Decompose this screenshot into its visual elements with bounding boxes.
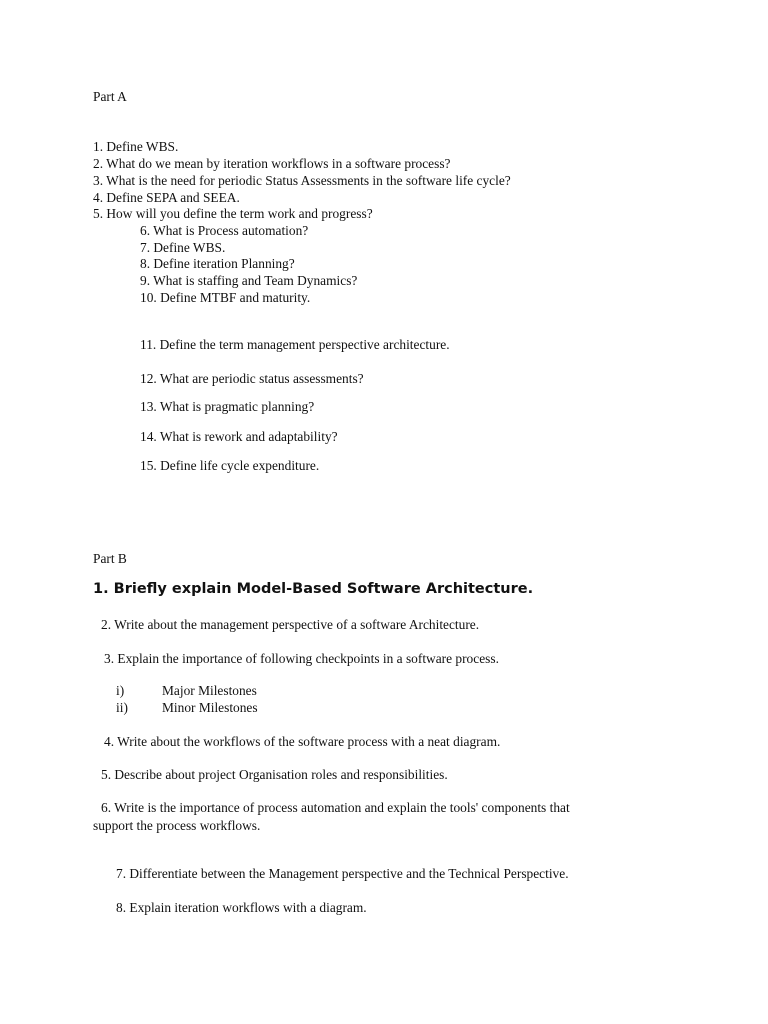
part-a-question-7: 7. Define WBS. <box>140 240 226 255</box>
part-a-question-8: 8. Define iteration Planning? <box>140 256 295 271</box>
list-item-text: Minor Milestones <box>162 700 258 715</box>
part-a-question-1: 1. Define WBS. <box>93 139 179 154</box>
part-a-question-5: 5. How will you define the term work and progress? <box>93 206 373 221</box>
part-b-question-8: 8. Explain iteration workflows with a diagram. <box>116 900 367 915</box>
part-a-heading: Part A <box>93 89 127 104</box>
part-b-question-1: 1. Briefly explain Model-Based Software Architecture. <box>93 581 534 597</box>
part-a-question-4: 4. Define SEPA and SEEA. <box>93 190 240 205</box>
part-a-question-13: 13. What is pragmatic planning? <box>140 399 315 414</box>
part-b-question-2: 2. Write about the management perspective of a software Architecture. <box>101 617 480 632</box>
part-a-question-15: 15. Define life cycle expenditure. <box>140 458 320 473</box>
part-b-question-3-item-1 <box>116 682 257 699</box>
part-a-question-14: 14. What is rework and adaptability? <box>140 429 338 444</box>
part-a-question-3: 3. What is the need for periodic Status Assessments in the software life cycle? <box>93 173 511 188</box>
part-a-question-10: 10. Define MTBF and maturity. <box>140 290 311 305</box>
part-b-question-3-item-2 <box>116 699 258 716</box>
part-b-question-6-line-2: support the process workflows. <box>93 818 261 833</box>
list-marker: ii) <box>116 700 128 715</box>
part-a-question-6: 6. What is Process automation? <box>140 223 309 238</box>
part-b-question-6-line-1: 6. Write is the importance of process automation and explain the tools' components that <box>101 800 570 815</box>
part-a-question-9: 9. What is staffing and Team Dynamics? <box>140 273 358 288</box>
list-item-text: Major Milestones <box>162 683 257 698</box>
part-a-question-12: 12. What are periodic status assessments? <box>140 371 364 386</box>
part-a-question-2: 2. What do we mean by iteration workflows in a software process? <box>93 156 451 171</box>
list-marker: i) <box>116 683 125 698</box>
part-a-question-11: 11. Define the term management perspective architecture. <box>140 337 450 352</box>
part-b-question-3: 3. Explain the importance of following checkpoints in a software process. <box>104 651 499 666</box>
part-b-question-4: 4. Write about the workflows of the software process with a neat diagram. <box>104 734 501 749</box>
part-b-heading: Part B <box>93 551 127 566</box>
part-b-question-5: 5. Describe about project Organisation roles and responsibilities. <box>101 767 448 782</box>
part-b-question-7: 7. Differentiate between the Management perspective and the Technical Perspective. <box>116 866 569 881</box>
